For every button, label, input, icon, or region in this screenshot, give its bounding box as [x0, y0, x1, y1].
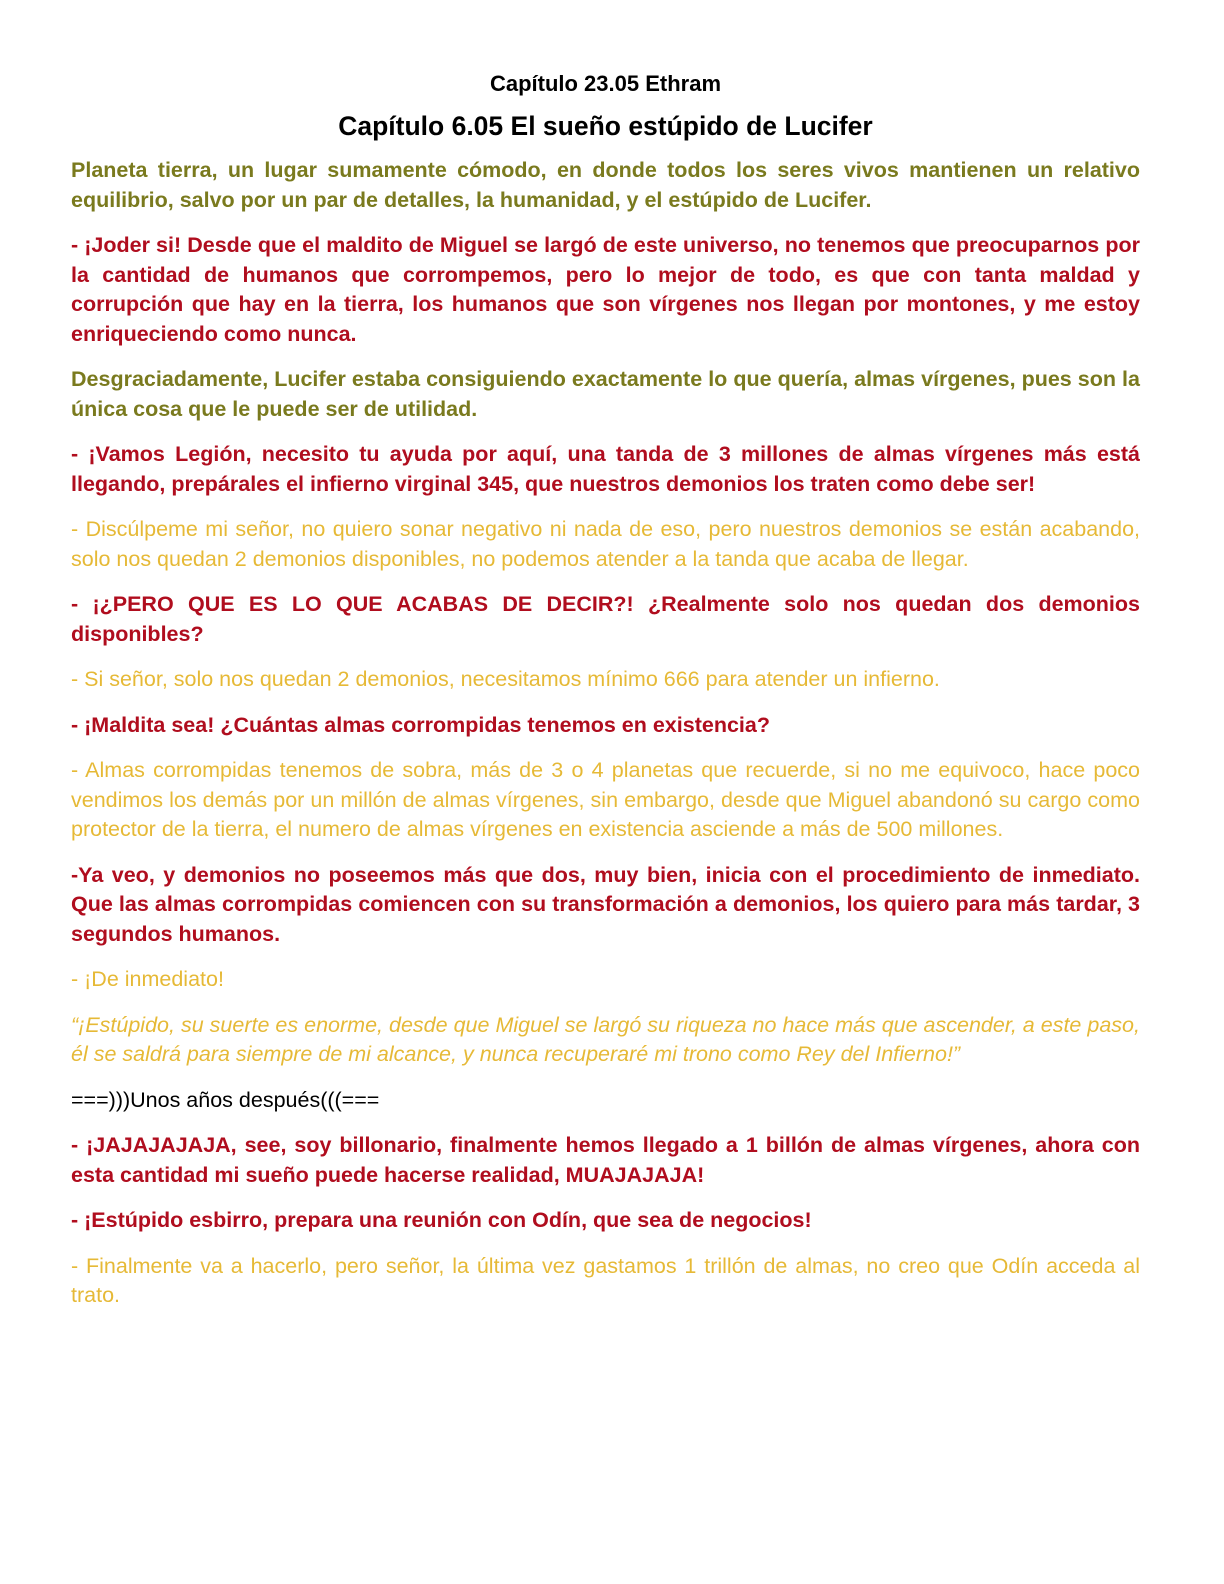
- paragraph-lucifer-dialogue: - ¡Vamos Legión, necesito tu ayuda por aquí, una tanda de 3 millones de almas vírgenes más está llegando, prepárales el infierno virginal 345, que nuestros demonios los traten como debe ser!: [71, 442, 1140, 496]
- chapter-title: Capítulo 6.05 El sueño estúpido de Lucifer: [338, 111, 873, 141]
- paragraph-narration: Desgraciadamente, Lucifer estaba consiguiendo exactamente lo que quería, almas vírgenes, pues son la única cosa que le puede ser de utilidad.: [71, 367, 1140, 421]
- document-page: [71, 70, 1140, 1327]
- paragraph-minion-thought: “¡Estúpido, su suerte es enorme, desde que Miguel se largó su riqueza no hace más que ascender, a este paso, él se saldrá para siempre de mi alcance, y nunca recuperaré mi trono como Rey del Infierno!”: [71, 1012, 1140, 1066]
- paragraph-minion-dialogue: - Finalmente va a hacerlo, pero señor, la última vez gastamos 1 trillón de almas, no creo que Odín acceda al trato.: [71, 1253, 1140, 1307]
- paragraph-minion-dialogue: - Discúlpeme mi señor, no quiero sonar negativo ni nada de eso, pero nuestros demonios se están acabando, solo nos quedan 2 demonios disponibles, no podemos atender a la tanda que acaba de llegar.: [71, 517, 1140, 571]
- paragraph-lucifer-dialogue: - ¡JAJAJAJAJA, see, soy billonario, finalmente hemos llegado a 1 billón de almas vírgenes, ahora con esta cantidad mi sueño puede hacerse realidad, MUAJAJAJA!: [71, 1133, 1140, 1187]
- paragraph-minion-dialogue: - Almas corrompidas tenemos de sobra, más de 3 o 4 planetas que recuerde, si no me equivoco, hace poco vendimos los demás por un millón de almas vírgenes, sin embargo, desde que Miguel abandonó su cargo como protector de la tierra, el numero de almas vírgenes en existencia asciende a más de 500 millones.: [71, 758, 1140, 841]
- paragraph-lucifer-dialogue: - ¡¿PERO QUE ES LO QUE ACABAS DE DECIR?! ¿Realmente solo nos quedan dos demonios disponibles?: [71, 592, 1140, 646]
- paragraph-lucifer-dialogue: - ¡Maldita sea! ¿Cuántas almas corrompidas tenemos en existencia?: [71, 712, 770, 737]
- paragraph-minion-dialogue: - ¡De inmediato!: [71, 967, 224, 991]
- paragraph-lucifer-dialogue: - ¡Estúpido esbirro, prepara una reunión con Odín, que sea de negocios!: [71, 1208, 812, 1232]
- scene-break: ===)))Unos años después(((===: [71, 1087, 380, 1112]
- paragraph-narration: Planeta tierra, un lugar sumamente cómodo, en donde todos los seres vivos mantienen un relativo equilibrio, salvo por un par de detalles, la humanidad, y el estúpido de Lucifer.: [71, 158, 1140, 212]
- paragraph-lucifer-dialogue: - ¡Joder si! Desde que el maldito de Miguel se largó de este universo, no tenemos que preocuparnos por la cantidad de humanos que corrompemos, pero lo mejor de todo, es que con tanta maldad y corrupción que hay en la tierra, los humanos que son vírgenes nos llegan por montones, y me estoy enriqueciendo como nunca.: [71, 233, 1140, 346]
- chapter-subtitle: Capítulo 23.05 Ethram: [489, 71, 722, 96]
- paragraph-lucifer-dialogue: -Ya veo, y demonios no poseemos más que dos, muy bien, inicia con el procedimiento de inmediato. Que las almas corrompidas comiencen con su transformación a demonios, los quiero para más tardar, 3 segundos humanos.: [71, 862, 1140, 946]
- paragraph-minion-dialogue: - Si señor, solo nos quedan 2 demonios, necesitamos mínimo 666 para atender un infierno.: [71, 667, 940, 691]
